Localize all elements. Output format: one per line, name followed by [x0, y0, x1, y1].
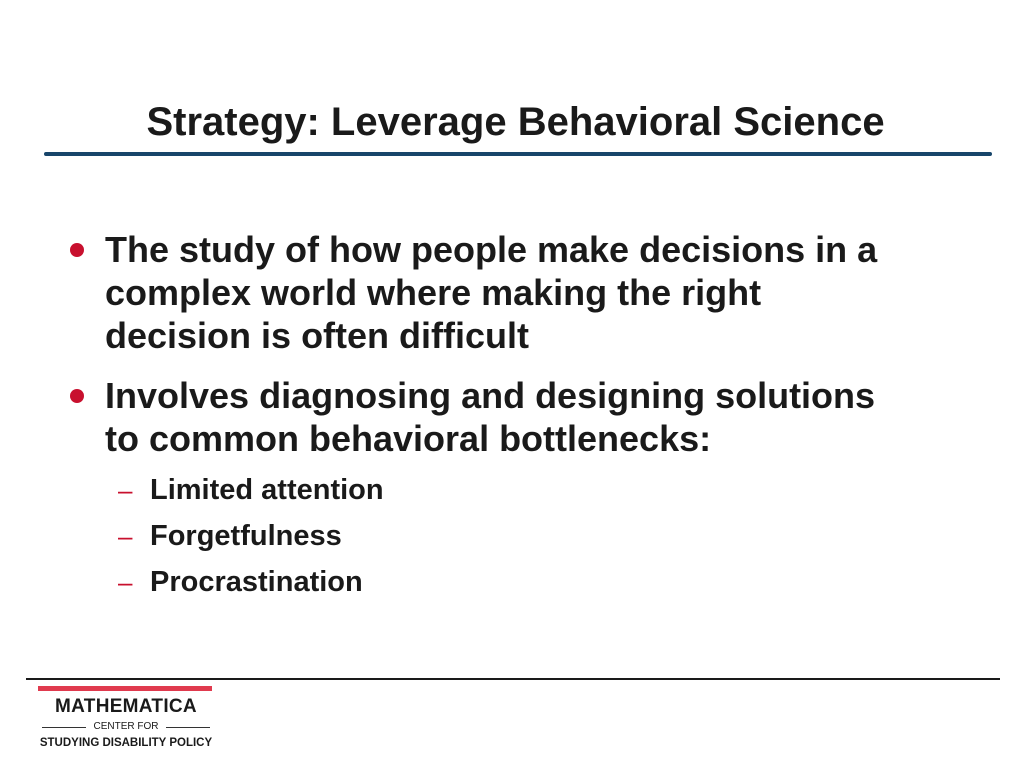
- bullet-dot-icon: [70, 243, 84, 257]
- bullet-item: [66, 374, 966, 462]
- bullet-line: Involves diagnosing and designing solutions: [105, 375, 876, 416]
- sub-item: [118, 567, 718, 607]
- sub-item-text: Procrastination: [150, 566, 363, 598]
- title-underline: [44, 152, 992, 156]
- mathematica-logo: [38, 686, 214, 756]
- dash-icon: –: [118, 475, 133, 505]
- slide-title: Strategy: Leverage Behavioral Science: [146, 100, 885, 144]
- bullet-line: to common behavioral bottlenecks:: [105, 418, 712, 459]
- logo-subtitle: CENTER FOR: [93, 721, 159, 732]
- sub-item: [118, 521, 718, 561]
- logo-wordmark: MATHEMATICA: [55, 696, 197, 717]
- sub-item: [118, 475, 718, 515]
- bullet-text: [105, 374, 975, 460]
- bullet-text: [105, 228, 975, 357]
- sub-item-text: Limited attention: [150, 474, 384, 506]
- dash-icon: –: [118, 521, 133, 551]
- logo-subtitle-row: [38, 720, 214, 734]
- bullet-item: [66, 228, 966, 358]
- bullet-dot-icon: [70, 389, 84, 403]
- sub-item-text: Forgetfulness: [150, 520, 342, 552]
- logo-accent-bar: [38, 686, 212, 691]
- bullet-line: The study of how people make decisions in a: [105, 229, 878, 270]
- dash-icon: –: [118, 567, 133, 597]
- bullet-line: complex world where making the right: [105, 272, 762, 313]
- logo-divider-right: [166, 727, 210, 728]
- footer-divider: [26, 678, 1000, 680]
- logo-tagline: STUDYING DISABILITY POLICY: [39, 737, 213, 749]
- bullet-line: decision is often difficult: [105, 315, 530, 356]
